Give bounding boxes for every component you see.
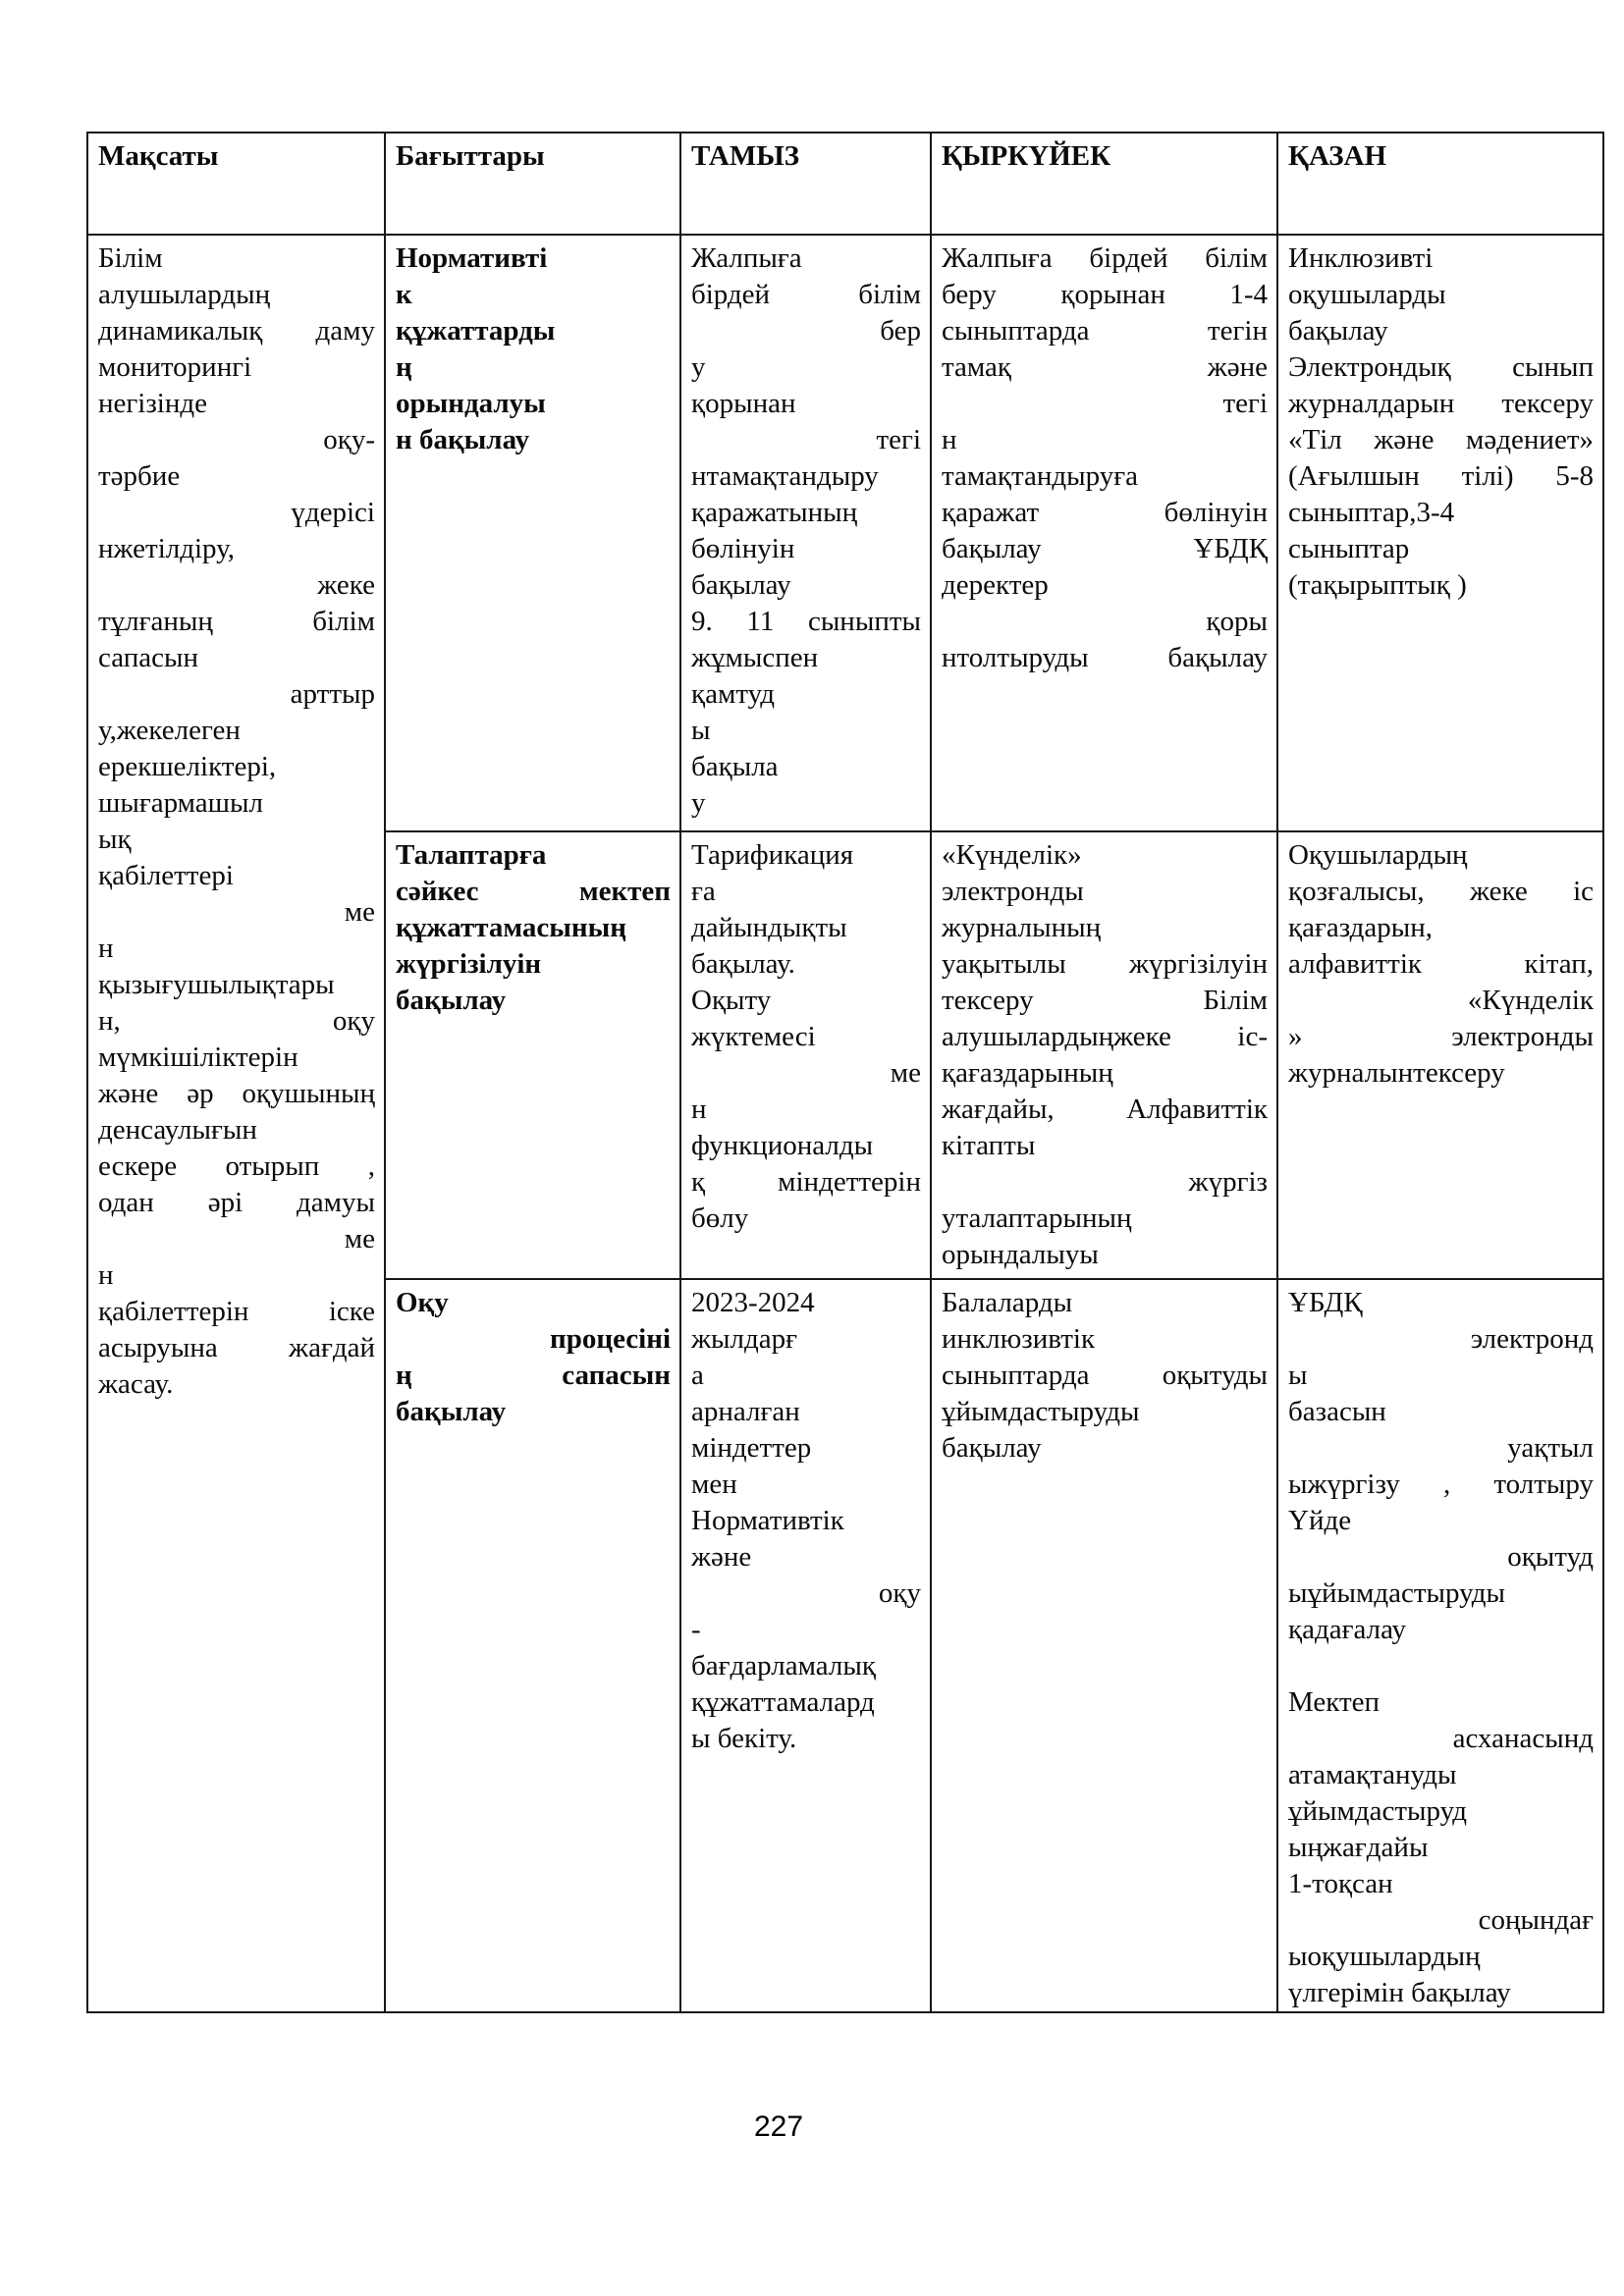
col-header-august: ТАМЫЗ xyxy=(680,133,931,235)
october-cell-row1: Инклюзивті оқушыларды бақылау Электрондық сынып журналдарын тексеру «Тіл және мәдениет» (Ағылшын тілі) 5-8 сыныптар,3-4 сыныптар (тақырыптық ) xyxy=(1277,235,1603,831)
page-number: 227 xyxy=(753,2110,804,2143)
august-cell-row3: 2023-2024 жылдарғ а арналған міндеттер мен Нормативтік және оқу - бағдарламалық құжаттамалард ы бекіту. xyxy=(680,1279,931,2012)
september-cell-row1: Жалпыға бірдей білім беру қорынан 1-4 сыныптарда тегін тамақ және тегі н тамақтандыруға қаражат бөлінуін бақылау ҰБДҚ деректер қоры нтолтыруды бақылау xyxy=(931,235,1277,831)
col-header-directions: Бағыттары xyxy=(385,133,680,235)
direction-cell-process-quality: Оқу процесіні ң сапасын бақылау xyxy=(385,1279,680,2012)
col-header-october: ҚАЗАН xyxy=(1277,133,1603,235)
august-cell-row1: Жалпыға бірдей білім бер у қорынан тегі нтамақтандыру қаражатының бөлінуін бақылау 9. 11 сыныпты жұмыспен қамтуд ы бақыла у xyxy=(680,235,931,831)
col-header-goal: Мақсаты xyxy=(87,133,385,235)
monitoring-plan-table xyxy=(86,132,1604,2013)
september-cell-row2: «Күнделік» электронды журналының уақытылы жүргізілуін тексеру Білім алушылардыңжеке іс- қағаздарының жағдайы, Алфавиттік кітапты жүргіз уталаптарының орындалыуы xyxy=(931,831,1277,1279)
october-cell-row2: Оқушылардың қозғалысы, жеке іс қағаздарын, алфавиттік кітап, «Күнделік » электронды журналынтексеру xyxy=(1277,831,1603,1279)
september-cell-row3: Балаларды инклюзивтік сыныптарда оқытуды ұйымдастыруды бақылау xyxy=(931,1279,1277,2012)
august-cell-row2: Тарификация ға дайындықты бақылау. Оқыту жүктемесі ме н функционалды қ міндеттерін бөлу xyxy=(680,831,931,1279)
table-row xyxy=(87,235,1603,831)
direction-cell-school-docs: Талаптарға сәйкес мектеп құжаттамасының жүргізілуін бақылау xyxy=(385,831,680,1279)
header-row xyxy=(87,133,1603,235)
direction-cell-normative-docs: Нормативті к құжаттарды ң орындалуы н бақылау xyxy=(385,235,680,831)
october-cell-row3: ҰБДҚ электронд ы базасын уақтыл ыжүргізу , толтыру Үйде оқытуд ыұйымдастыруды қадағалау Мектеп асханасынд атамақтануды ұйымдастыруд ыңжағдайы 1-тоқсан соңындағ ыоқушылардың үлгерімін бақылау xyxy=(1277,1279,1603,2012)
goal-cell: Білім алушылардың динамикалық даму мониторингі негізінде оқу- тәрбие үдерісі нжетілдіру, жеке тұлғаның білім сапасын арттыр у,жекелеген ерекшеліктері, шығармашыл ық қабілеттері ме н қызығушылықтары н, оқу мүмкішіліктерін және әр оқушының денсаулығын ескере отырып , одан әрі дамуы ме н қабілеттерін іске асыруына жағдай жасау. xyxy=(87,235,385,2012)
col-header-september: ҚЫРКҮЙЕК xyxy=(931,133,1277,235)
